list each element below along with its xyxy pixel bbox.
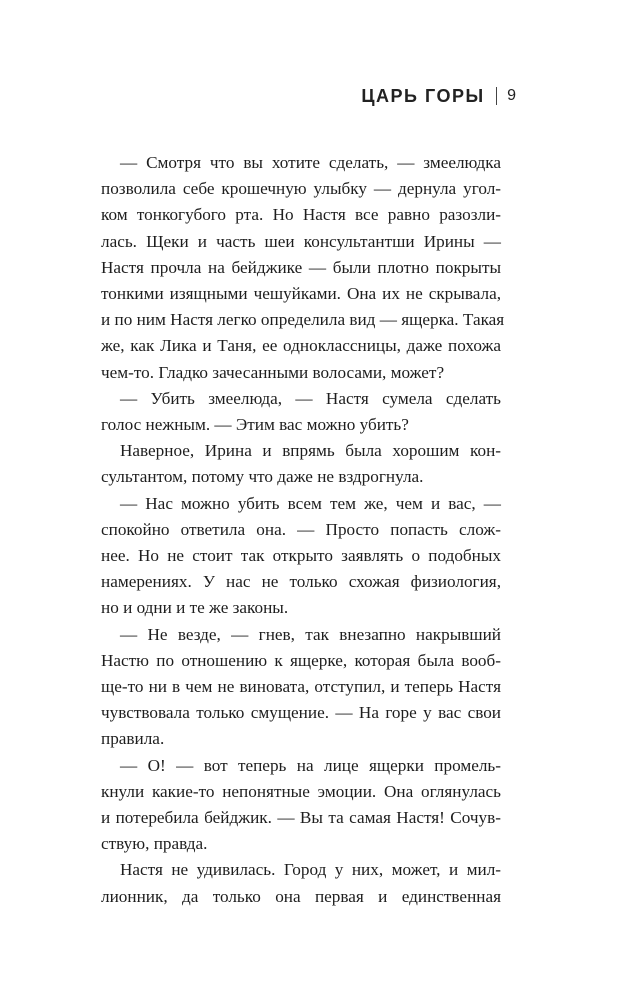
text-line: ще-то ни в чем не виновата, отступил, и теперь Настя: [101, 677, 501, 697]
text-line: ком тонкогубого рта. Но Настя все равно разозли-: [101, 205, 501, 225]
text-line: же, как Лика и Таня, ее одноклассницы, даже похожа: [101, 336, 501, 356]
text-line: — Смотря что вы хотите сделать, — змеелюдка: [120, 153, 501, 172]
text-line: спокойно ответила она. — Просто попасть слож-: [101, 519, 501, 539]
text-line: и потеребила бейджик. — Вы та самая Настя! Сочув-: [101, 808, 501, 828]
text-line: но и одни и те же законы.: [101, 598, 289, 618]
text-line: нее. Но не стоит так открыто заявлять о подобных: [101, 546, 501, 566]
text-line: Настя не удивилась. Город у них, может, и мил-: [120, 860, 501, 880]
header-divider: [496, 87, 498, 105]
text-line: тонкими изящными чешуйками. Она их не скрывала,: [101, 284, 501, 304]
text-line: ствую, правда.: [101, 834, 208, 854]
text-line: и по ним Настя легко определила вид — ящерка. Такая: [101, 310, 505, 330]
text-line: сультантом, потому что даже не вздрогнула.: [101, 467, 424, 487]
paragraph: [101, 150, 505, 386]
text-line: голос нежным. — Этим вас можно убить?: [101, 415, 409, 435]
text-line: лионник, да только она первая и единственная: [101, 886, 501, 906]
paragraph: [101, 753, 501, 858]
paragraph: [101, 491, 501, 622]
running-header: [361, 84, 516, 108]
text-line: позволила себе крошечную улыбку — дернула угол-: [101, 179, 501, 199]
text-line: кнули какие-то непонятные эмоции. Она оглянулась: [101, 781, 501, 801]
paragraph: [101, 386, 501, 438]
text-line: правила.: [101, 729, 165, 749]
text-line: Наверное, Ирина и впрямь была хорошим кон-: [120, 441, 501, 461]
paragraph: [101, 438, 501, 490]
text-line: намерениях. У нас не только схожая физиология,: [101, 572, 501, 592]
text-line: — Нас можно убить всем тем же, чем и вас, —: [120, 493, 501, 513]
text-line: чувствовала только смущение. — На горе у вас свои: [101, 703, 501, 723]
text-line: чем-то. Гладко зачесанными волосами, может?: [101, 362, 445, 382]
text-line: лась. Щеки и часть шеи консультантши Ирины —: [101, 231, 501, 251]
text-line: Настю по отношению к ящерке, которая была вооб-: [101, 650, 501, 670]
text-line: — О! — вот теперь на лице ящерки промель-: [120, 755, 501, 775]
body-text: [101, 150, 505, 910]
paragraph: [101, 622, 501, 753]
text-line: Настя прочла на бейджике — были плотно покрыты: [101, 257, 501, 277]
text-line: — Убить змеелюда, — Настя сумела сделать: [120, 388, 501, 408]
page-number: 9: [507, 87, 516, 104]
running-title: ЦАРЬ ГОРЫ: [361, 85, 485, 106]
paragraph: [101, 857, 501, 909]
text-line: — Не везде, — гнев, так внезапно накрывший: [120, 624, 501, 644]
